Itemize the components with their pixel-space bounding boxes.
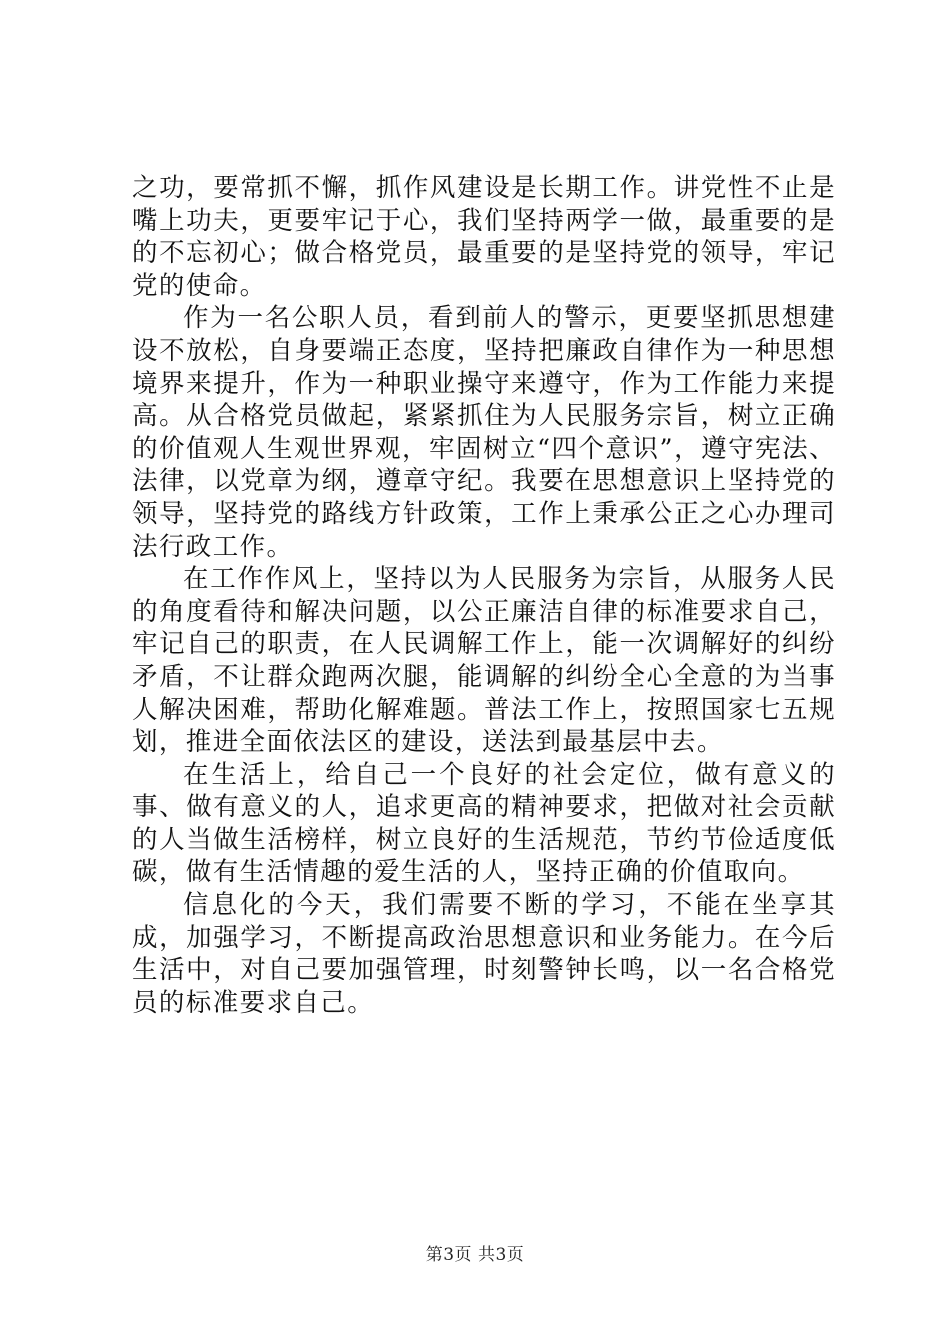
paragraph-5: 信息化的今天，我们需要不断的学习，不能在坐享其成，加强学习，不断提高政治思想意识和业务能力。在今后生活中，对自己要加强管理，时刻警钟长鸣，以一名合格党员的标准要求自己。 [132, 890, 836, 1018]
paragraph-2: 作为一名公职人员，看到前人的警示，更要坚抓思想建设不放松，自身要端正态度，坚持把廉政自律作为一种思想境界来提升，作为一种职业操守来遵守，作为工作能力来提高。从合格党员做起，紧紧抓住为人民服务宗旨，树立正确的价值观人生观世界观，牢固树立“四个意识”，遵守宪法、法律，以党章为纲，遵章守纪。我要在思想意识上坚持党的领导，坚持党的路线方针政策，工作上秉承公正之心办理司法行政工作。 [132, 303, 836, 562]
paragraph-4: 在生活上，给自己一个良好的社会定位，做有意义的事、做有意义的人，追求更高的精神要求，把做对社会贡献的人当做生活榜样，树立良好的生活规范，节约节俭适度低碳，做有生活情趣的爱生活的人，坚持正确的价值取向。 [132, 759, 836, 888]
paragraph-3: 在工作作风上，坚持以为人民服务为宗旨，从服务人民的角度看待和解决问题，以公正廉洁自律的标准要求自己，牢记自己的职责，在人民调解工作上，能一次调解好的纠纷矛盾，不让群众跑两次腿，能调解的纠纷全心全意的为当事人解决困难，帮助化解难题。普法工作上，按照国家七五规划，推进全面依法区的建设，送法到最基层中去。 [132, 564, 836, 758]
paragraph-1: 之功，要常抓不懈，抓作风建设是长期工作。讲党性不止是嘴上功夫，更要牢记于心，我们坚持两学一做，最重要的是的不忘初心；做合格党员，最重要的是坚持党的领导，牢记党的使命。 [132, 173, 836, 301]
page-number: 第3页 共3页 [425, 1245, 525, 1265]
page-footer [0, 1240, 950, 1265]
document-body [132, 172, 836, 1019]
